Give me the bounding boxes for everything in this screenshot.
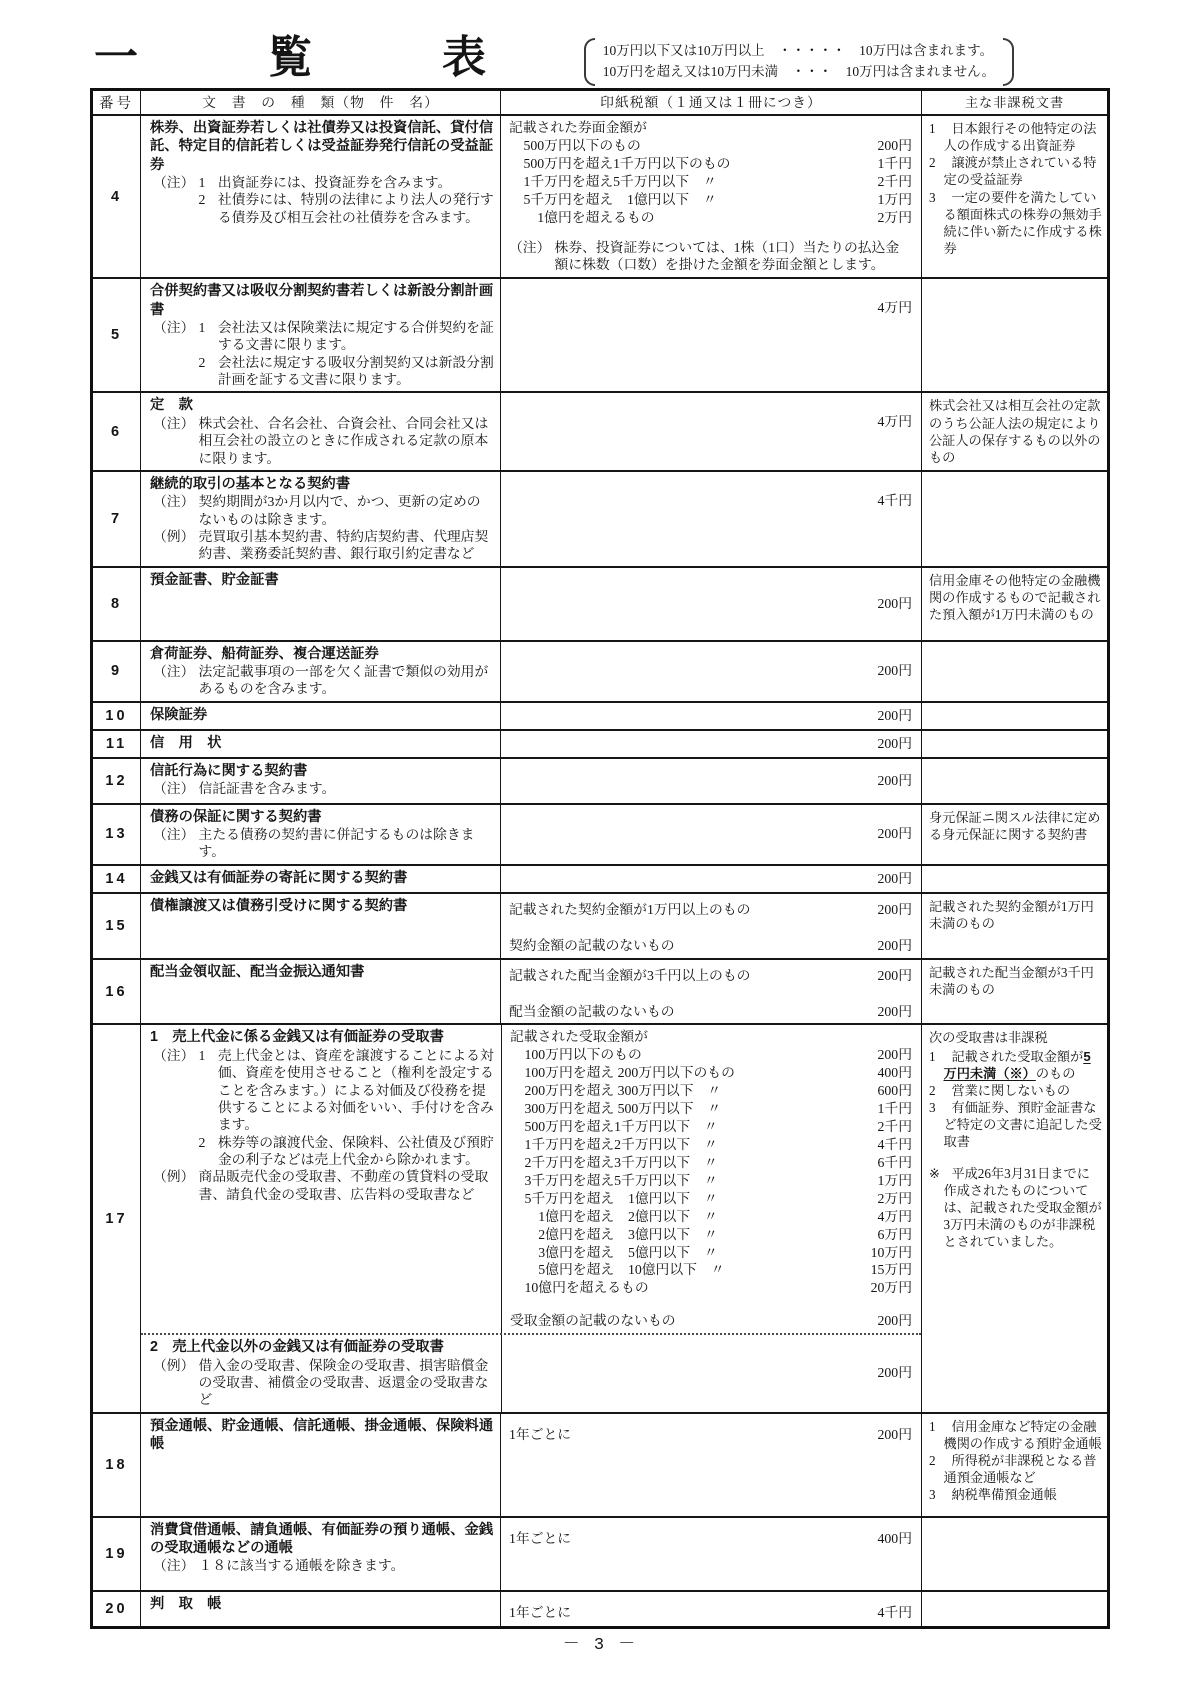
tax-line — [509, 413, 912, 431]
tax-line: 3千万円を超え5千万円以下 〃 1万円 — [524, 1172, 912, 1188]
table-row — [93, 1412, 1107, 1516]
tax-line: 500万円を超え1千万円以下 〃 2千円 — [524, 1119, 912, 1135]
exempt-footnote: ※ 平成26年3月31日までに作成されたものについては、記載された受取金額が3万円未満のものが非課税とされていました。 — [929, 1165, 1102, 1250]
tax-amount: 400円 — [877, 1065, 912, 1081]
tax-amount: 6千円 — [877, 1154, 912, 1170]
doc-title: 継続的取引の基本となる契約書 — [150, 475, 351, 492]
tax-line: 1年ごとに 200円 — [509, 1426, 912, 1442]
tax-amount: 4千円 — [877, 1137, 912, 1152]
exempt-text: 身元保証ニ関スル法律に定める身元保証に関する契約書 — [929, 809, 1101, 842]
tax-line: 3億円を超え 5億円以下 〃 10万円 — [524, 1244, 912, 1260]
doc-type-cell — [140, 703, 500, 729]
doc-title: 定 款 — [150, 397, 193, 414]
paren-left-icon — [584, 38, 595, 86]
row-number: 18 — [105, 1456, 128, 1473]
doc-type-cell — [140, 279, 500, 391]
doc-title: 金銭又は有価証券の寄託に関する契約書 — [150, 869, 408, 886]
tax-cell — [500, 279, 921, 391]
table-row — [93, 470, 1107, 566]
tax-line — [509, 299, 912, 317]
tax-amount: 200円 — [877, 967, 912, 983]
tax-amount: 200円 — [877, 1047, 912, 1063]
tax-amount: 200円 — [877, 137, 912, 153]
exempt-cell — [921, 1518, 1107, 1590]
tax-amount: 4万円 — [877, 414, 912, 430]
exempt-cell — [921, 1025, 1107, 1411]
tax-line — [509, 870, 912, 888]
tax-amount: 10万円 — [870, 1244, 912, 1260]
tax-line: 1千万円を超え2千万円以下 〃 4千円 — [524, 1137, 912, 1152]
doc-type-cell — [140, 393, 500, 469]
tax-line: 1千万円を超え5千万円以下 〃 2千円 — [523, 173, 912, 189]
tax-line: 記載された配当金額が3千円以上のもの 200円 — [509, 967, 912, 983]
row-number: 7 — [110, 510, 123, 527]
tax-line: 1年ごとに 400円 — [509, 1530, 912, 1546]
doc-note: （注） 株式会社、合名会社、合資会社、合同会社又は相互会社の設立のときに作成される定款の原本に限ります。 — [153, 415, 489, 466]
tax-header: 記載された券面金額が — [509, 120, 647, 135]
table-row — [93, 757, 1107, 803]
tax-line: 配当金額の記載のないもの 200円 — [509, 1003, 912, 1019]
tax-amount: 1千円 — [877, 155, 912, 171]
row-number: 19 — [105, 1545, 128, 1562]
table-row — [93, 391, 1107, 469]
exempt-cell — [921, 1414, 1107, 1516]
row-number: 13 — [105, 826, 128, 843]
doc-title: 保険証券 — [150, 706, 208, 723]
exempt-cell — [921, 960, 1107, 1024]
col-header-tax-amount: 印紙税額（１通又は１冊につき） — [500, 91, 921, 114]
table-row — [93, 1516, 1107, 1590]
stamp-tax-table — [90, 88, 1110, 1629]
col-header-document-type: 文 書 の 種 類（物 件 名） — [140, 91, 500, 114]
doc-title: 預金証書、貯金証書 — [150, 571, 279, 588]
table-body — [93, 114, 1107, 1626]
tax-line — [509, 595, 912, 613]
tax-cell — [501, 1025, 921, 1333]
tax-lines — [510, 1046, 912, 1297]
tax-line: 5億円を超え 10億円以下 〃 15万円 — [524, 1262, 912, 1278]
table-row — [93, 864, 1107, 892]
doc-type-cell — [140, 805, 500, 864]
row-number: 17 — [105, 1210, 128, 1227]
table-row — [93, 729, 1107, 757]
tax-line — [509, 707, 912, 725]
exempt-cell — [921, 568, 1107, 640]
doc-type-cell — [140, 1518, 500, 1590]
doc-type-cell — [141, 1025, 501, 1333]
tax-note: （注） 株券、投資証券については、1株（1口）当たりの払込金額に株数（口数）を掛けた金額を券面金額とします。 — [509, 239, 900, 273]
tax-amount: 200円 — [877, 1003, 912, 1019]
doc-title: 預金通帳、貯金通帳、信託通帳、掛金通帳、保険料通帳 — [150, 1417, 494, 1452]
tax-amount: 200円 — [877, 707, 912, 723]
exempt-cell — [921, 759, 1107, 803]
exempt-item: 3 納税準備預金通帳 — [929, 1487, 1057, 1503]
tax-cell — [500, 759, 921, 803]
row-number: 16 — [105, 983, 128, 1000]
tax-header: 記載された受取金額が — [510, 1029, 648, 1045]
exempt-cell — [921, 279, 1107, 391]
doc-type-cell — [140, 116, 500, 277]
doc-note: （注） 主たる債務の契約書に併記するものは除きます。 — [153, 827, 475, 860]
row-number: 10 — [105, 707, 128, 724]
tax-amount: 200円 — [877, 1365, 912, 1381]
threshold-note-box — [584, 38, 1014, 86]
doc-note: （例） 借入金の受取書、保険金の受取書、損害賠償金の受取書、補償金の受取書、返還金の受取書など — [153, 1357, 489, 1408]
doc-type-cell — [140, 759, 500, 803]
tax-amount: 4万円 — [877, 1208, 912, 1224]
tax-line: 5千万円を超え 1億円以下 〃 2万円 — [524, 1190, 912, 1206]
table-subrow — [141, 1025, 921, 1333]
table-row — [93, 701, 1107, 729]
row-number: 6 — [110, 423, 123, 440]
row-number: 15 — [105, 917, 128, 934]
table-row — [93, 114, 1107, 277]
tax-cell — [500, 472, 921, 566]
tax-amount: 200円 — [877, 663, 912, 679]
doc-type-cell — [140, 642, 500, 701]
doc-note: （注） 1 会社法又は保険業法に規定する合併契約を証する文書に限ります。 — [153, 319, 494, 353]
tax-cell — [500, 1518, 921, 1590]
tax-amount: 200円 — [877, 870, 912, 886]
exempt-item: 1 信用金庫など特定の金融機関の作成する預貯金通帳 — [929, 1418, 1102, 1451]
doc-note: （注） 信託証書を含みます。 — [153, 781, 336, 797]
tax-line: 500万円以下のもの 200円 — [523, 137, 912, 153]
threshold-note-line-2: 10万円を超え又は10万円未満 ・・・ 10万円は含まれません。 — [602, 63, 995, 79]
exempt-cell — [921, 703, 1107, 729]
exempt-item: 2 所得税が非課税となる普通預金通帳など — [929, 1452, 1097, 1486]
tax-line: 300万円を超え 500万円以下 〃 1千円 — [524, 1101, 912, 1117]
tax-amount: 4千円 — [877, 1604, 912, 1620]
doc-note: 2 社債券には、特別の法律により法人の発行する債券及び相互会社の社債券を含みます。 — [198, 192, 494, 225]
table-row — [93, 803, 1107, 864]
tax-amount: 4千円 — [877, 492, 912, 508]
row-number: 14 — [105, 870, 128, 887]
tax-amount: 20万円 — [870, 1280, 912, 1296]
table-subrow — [141, 1333, 921, 1411]
tax-line — [509, 825, 912, 843]
tax-line — [509, 735, 912, 753]
doc-title: 信託行為に関する契約書 — [150, 762, 308, 779]
tax-amount: 400円 — [877, 1530, 912, 1546]
tax-amount: 2千円 — [877, 1119, 912, 1135]
tax-lines — [509, 137, 912, 227]
row-number: 11 — [105, 735, 128, 752]
tax-cell — [500, 866, 921, 892]
doc-title: 判 取 帳 — [150, 1595, 222, 1612]
tax-line: 1億円を超えるもの 2万円 — [523, 209, 912, 225]
row-number: 4 — [110, 188, 123, 205]
tax-line: 1億円を超え 2億円以下 〃 4万円 — [524, 1208, 912, 1224]
row-number: 5 — [110, 327, 123, 344]
doc-title: 債権譲渡又は債務引受けに関する契約書 — [150, 897, 408, 914]
tax-line: 100万円を超え 200万円以下のもの 400円 — [524, 1065, 912, 1081]
table-row — [93, 892, 1107, 958]
exempt-item: 2 営業に関しないもの — [929, 1082, 1071, 1098]
split-cell-group — [140, 1025, 921, 1411]
row-number: 12 — [105, 772, 128, 789]
tax-line: 500万円を超え1千万円以下のもの 1千円 — [523, 155, 912, 171]
doc-type-cell — [141, 1335, 501, 1411]
table-row — [93, 958, 1107, 1024]
row-number: 20 — [105, 1600, 128, 1617]
tax-line: 1年ごとに 4千円 — [509, 1604, 912, 1620]
row-number: 9 — [110, 663, 123, 680]
doc-title: 2 売上代金以外の金銭又は有価証券の受取書 — [150, 1339, 444, 1356]
doc-note: 2 会社法に規定する吸収分割契約又は新設分割計画を証する文書に限ります。 — [198, 354, 494, 388]
doc-note: （例） 商品販売代金の受取書、不動産の賃貸料の受取書、請負代金の受取書、広告料の受取書など — [153, 1169, 489, 1202]
doc-title: 株券、出資証券若しくは社債券又は投資信託、貸付信託、特定目的信託若しくは受益証券発行信託の受益証券 — [150, 120, 494, 173]
doc-type-cell — [140, 568, 500, 640]
tax-cell — [500, 1414, 921, 1516]
doc-title: 債務の保証に関する契約書 — [150, 808, 322, 825]
tax-amount: 200円 — [877, 826, 912, 842]
doc-type-cell — [140, 960, 500, 1024]
tax-amount: 1万円 — [877, 191, 912, 207]
tax-lines — [509, 967, 912, 1021]
doc-title: 配当金領収証、配当金振込通知書 — [150, 963, 365, 980]
doc-title: 信 用 状 — [150, 734, 222, 751]
tax-line — [509, 492, 912, 510]
doc-type-cell — [140, 866, 500, 892]
exempt-cell — [921, 642, 1107, 701]
exempt-header: 次の受取書は非課税 — [929, 1030, 1048, 1046]
col-header-number: 番号 — [99, 96, 134, 112]
tax-amount: 1万円 — [877, 1172, 912, 1188]
threshold-note-lines — [595, 38, 1003, 86]
tax-cell — [501, 1335, 921, 1411]
doc-type-cell — [140, 1592, 500, 1626]
tax-amount: 2千円 — [877, 173, 912, 189]
exempt-cell — [921, 894, 1107, 958]
tax-amount: 200円 — [877, 772, 912, 788]
tax-line — [509, 772, 912, 790]
tax-amount: 200円 — [877, 1426, 912, 1442]
tax-cell — [500, 568, 921, 640]
table-header-row — [93, 91, 1107, 114]
tax-cell — [500, 642, 921, 701]
doc-title: 倉荷証券、船荷証券、複合運送証券 — [150, 645, 379, 662]
tax-line: 受取金額の記載のないもの 200円 — [510, 1313, 912, 1329]
doc-title: 1 売上代金に係る金銭又は有価証券の受取書 — [150, 1029, 444, 1046]
exempt-cell — [921, 731, 1107, 757]
tax-cell — [500, 960, 921, 1024]
tax-cell — [500, 805, 921, 864]
tax-amount: 4万円 — [877, 300, 912, 316]
tax-cell — [500, 393, 921, 469]
tax-cell — [500, 116, 921, 277]
tax-amount: 200円 — [877, 901, 912, 917]
doc-note: （注） 1 売上代金とは、資産を譲渡することによる対価、資産を使用させること（権利を設定することを含みます。）による対価及び役務を提供することによる対価をいい、手付けを含みます。 — [153, 1047, 494, 1133]
table-row — [93, 640, 1107, 701]
doc-note: （注） 契約期間が3か月以内で、かつ、更新の定めのないものは除きます。 — [153, 494, 481, 527]
tax-line: 記載された契約金額が1万円以上のもの 200円 — [509, 901, 912, 917]
doc-note: 2 株券等の譲渡代金、保険料、公社債及び預貯金の利子などは売上代金から除かれます。 — [198, 1134, 494, 1168]
table-row — [93, 1023, 1107, 1411]
tax-amount: 6万円 — [877, 1226, 912, 1242]
tax-line — [509, 662, 912, 680]
exempt-text: 信用金庫その他特定の金融機関の作成するもので記載された預入額が1万円未満のもの — [929, 572, 1101, 622]
tax-amount: 200円 — [877, 937, 912, 953]
row-number: 8 — [110, 595, 123, 612]
doc-type-cell — [140, 1414, 500, 1516]
exempt-item: 1 日本銀行その他特定の法人の作成する出資証券 — [929, 121, 1097, 154]
tax-cell — [500, 731, 921, 757]
tax-line: 2億円を超え 3億円以下 〃 6万円 — [524, 1226, 912, 1242]
exempt-text: 記載された契約金額が1万円未満のもの — [929, 898, 1094, 931]
tax-amount: 1千円 — [877, 1101, 912, 1117]
exempt-text: 株式会社又は相互会社の定款のうち公証人法の規定により公証人の保存するもの以外のもの — [929, 398, 1101, 465]
exempt-cell — [921, 116, 1107, 277]
tax-amount: 600円 — [877, 1083, 912, 1099]
tax-cell — [500, 703, 921, 729]
tax-lines — [509, 901, 912, 955]
tax-line: 契約金額の記載のないもの 200円 — [509, 937, 912, 953]
table-row — [93, 1590, 1107, 1626]
tax-line: 5千万円を超え 1億円以下 〃 1万円 — [523, 191, 912, 207]
tax-line: 200万円を超え 300万円以下 〃 600円 — [524, 1083, 912, 1099]
table-row — [93, 566, 1107, 640]
doc-note: （例） 売買取引基本契約書、特約店契約書、代理店契約書、業務委託契約書、銀行取引約定書など — [153, 528, 489, 562]
tax-amount: 15万円 — [870, 1262, 912, 1278]
tax-cell — [500, 894, 921, 958]
tax-amount: 200円 — [877, 595, 912, 611]
tax-amount: 200円 — [877, 735, 912, 751]
tax-line — [510, 1364, 912, 1382]
doc-note: （注） 1 出資証券には、投資証券を含みます。 — [153, 174, 452, 190]
col-header-exempt-documents: 主な非課税文書 — [921, 91, 1107, 114]
doc-note: （注） 法定記載事項の一部を欠く証書で類似の効用があるものを含みます。 — [153, 663, 489, 697]
doc-title: 消費貸借通帳、請負通帳、有価証券の預り通帳、金銭の受取通帳などの通帳 — [150, 1521, 494, 1556]
exempt-item: 3 一定の要件を満たしている額面株式の株券の無効手続に伴い新たに作成する株券 — [929, 189, 1102, 257]
exempt-cell — [921, 393, 1107, 469]
doc-note: （注） １８に該当する通帳を除きます。 — [153, 1558, 405, 1574]
exempt-cell — [921, 805, 1107, 864]
doc-type-cell — [140, 894, 500, 958]
tax-line: 10億円を超えるもの 20万円 — [524, 1280, 912, 1296]
doc-title: 合併契約書又は吸収分割契約書若しくは新設分割計画書 — [150, 283, 494, 318]
doc-type-cell — [140, 731, 500, 757]
threshold-note-line-1: 10万円以下又は10万円以上 ・・・・・ 10万円は含まれます。 — [602, 43, 994, 58]
tax-cell — [500, 1592, 921, 1626]
exempt-cell — [921, 866, 1107, 892]
page-number: － 3 － — [562, 1636, 638, 1655]
exempt-cell — [921, 472, 1107, 566]
doc-type-cell — [140, 472, 500, 566]
exempt-item: 3 有価証券、預貯金証書など特定の文書に追記した受取書 — [929, 1100, 1102, 1150]
exempt-item: 2 譲渡が禁止されている特定の受益証券 — [929, 155, 1097, 188]
exempt-text: 記載された配当金額が3千円未満のもの — [929, 964, 1094, 997]
table-row — [93, 277, 1107, 391]
tax-line: 100万円以下のもの 200円 — [524, 1047, 912, 1063]
exempt-item: 1 記載された受取金額が5万円未満（※）のもの — [929, 1048, 1091, 1081]
tax-amount: 2万円 — [877, 1190, 912, 1206]
tax-amount: 2万円 — [877, 209, 912, 225]
paren-right-icon — [1003, 38, 1014, 86]
tax-line: 2千万円を超え3千万円以下 〃 6千円 — [524, 1154, 912, 1170]
page-title: 一覧表 — [94, 33, 616, 82]
exempt-cell — [921, 1592, 1107, 1626]
exempt-emphasis: 5万円未満（※） — [943, 1048, 1091, 1081]
tax-amount: 200円 — [877, 1313, 912, 1329]
